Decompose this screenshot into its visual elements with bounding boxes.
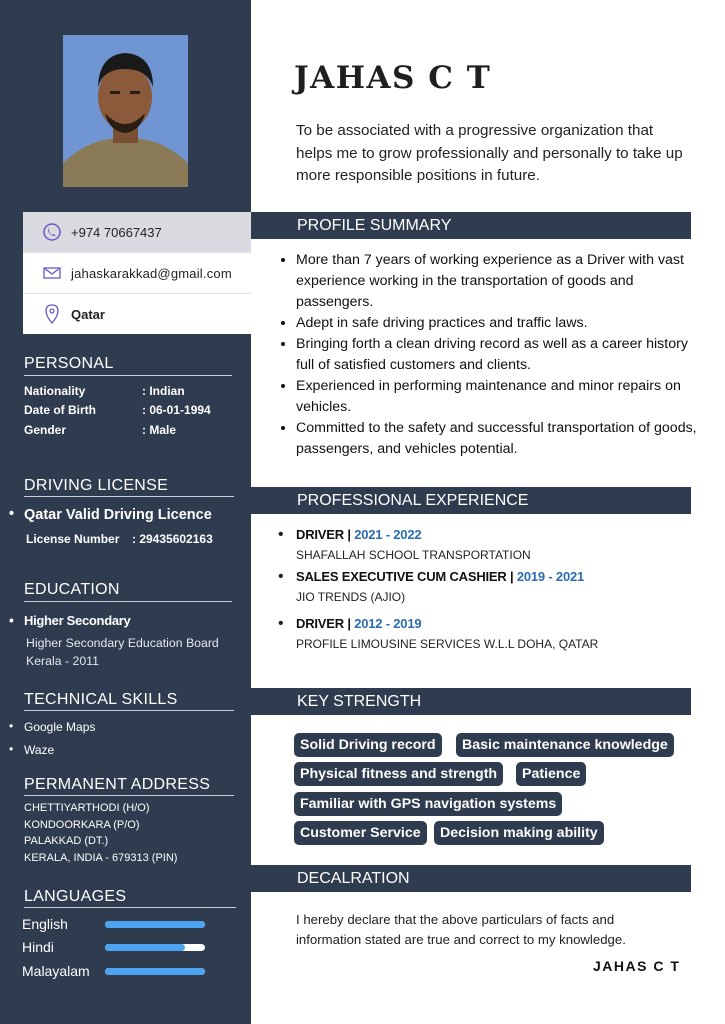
personal-heading: PERSONAL <box>24 355 114 372</box>
address-heading: PERMANENT ADDRESS <box>24 776 211 793</box>
experience-heading: PROFESSIONAL EXPERIENCE <box>251 487 691 514</box>
summary-item: • More than 7 years of working experience as a Driver with vast experience working in the transportation of goods and passengers. <box>296 250 706 313</box>
dob-value: : 06-01-1994 <box>142 403 211 417</box>
skills-heading: TECHNICAL SKILLS <box>24 691 178 708</box>
career-objective: To be associated with a progressive organization that helps me to grow professionally and personally to take up more responsible positions in future. <box>296 122 683 184</box>
language-hindi-bar <box>105 944 205 951</box>
contact-location <box>23 294 251 334</box>
contact-phone <box>23 212 251 253</box>
licence-number-value: : 29435602163 <box>132 532 213 546</box>
gender-value: : Male <box>142 423 177 437</box>
language-malayalam: Malayalam <box>22 963 90 979</box>
summary-item: • Adept in safe driving practices and traffic laws. <box>296 313 706 334</box>
education-board: Higher Secondary Education Board <box>26 636 219 650</box>
mail-icon <box>41 262 63 284</box>
summary-item: • Experienced in performing maintenance and minor repairs on vehicles. <box>296 376 706 418</box>
experience-bullet: • <box>278 526 284 543</box>
address-line: CHETTIYARTHODI (H/O) <box>24 802 150 814</box>
experience-title <box>296 527 421 542</box>
strength-tag: Basic maintenance knowledge <box>456 733 674 757</box>
strength-tag: Decision making ability <box>434 821 604 845</box>
contact-box <box>23 212 251 334</box>
education-degree: Higher Secondary <box>24 613 131 628</box>
signature-name: JAHAS C T <box>593 958 681 974</box>
experience-role: DRIVER | <box>296 616 355 631</box>
experience-years: 2021 - 2022 <box>354 527 422 542</box>
phone-icon <box>41 221 63 243</box>
nationality-label: Nationality <box>24 384 86 398</box>
profile-summary-heading: PROFILE SUMMARY <box>251 212 691 239</box>
strength-tag: Familiar with GPS navigation systems <box>294 792 562 816</box>
experience-title <box>296 616 421 631</box>
language-english-bar <box>105 921 205 928</box>
language-english: English <box>22 916 68 932</box>
declaration-heading: DECALRATION <box>251 865 691 892</box>
language-hindi-fill <box>105 944 185 951</box>
address-line: KERALA, INDIA - 679313 (PIN) <box>24 852 178 864</box>
key-strength-heading: KEY STRENGTH <box>251 688 691 715</box>
experience-years: 2019 - 2021 <box>516 569 585 584</box>
education-place-year: Kerala - 2011 <box>26 654 99 668</box>
skill-item: Waze <box>24 743 55 757</box>
experience-bullet: • <box>278 615 284 632</box>
licence-type: Qatar Valid Driving Licence <box>24 507 212 523</box>
strength-tag: Customer Service <box>294 821 427 845</box>
profile-photo <box>63 35 188 187</box>
skills-divider <box>24 710 234 711</box>
driving-bullet: • <box>9 506 15 522</box>
strength-tag: Patience <box>516 762 586 786</box>
phone-number[interactable]: +974 70667437 <box>71 224 162 240</box>
strength-tag: Physical fitness and strength <box>294 762 503 786</box>
languages-heading: LANGUAGES <box>24 888 127 905</box>
language-english-fill <box>105 921 205 928</box>
skill-bullet-1: • <box>9 719 14 733</box>
address-line: KONDOORKARA (P/O) <box>24 819 140 831</box>
candidate-name: JAHAS C T <box>294 60 492 96</box>
address-divider <box>24 795 234 796</box>
languages-divider <box>24 907 236 908</box>
experience-role: SALES EXECUTIVE CUM CASHIER | <box>296 569 517 584</box>
nationality-value: : Indian <box>142 384 185 398</box>
education-heading: EDUCATION <box>24 581 120 598</box>
education-bullet: • <box>9 612 14 628</box>
skill-bullet-2: • <box>9 742 14 756</box>
language-malayalam-bar <box>105 968 205 975</box>
declaration-text: I hereby declare that the above particulars of facts and information stated are true and correct to my knowledge. <box>296 912 626 947</box>
address-line: PALAKKAD (DT.) <box>24 835 109 847</box>
summary-item: • Bringing forth a clean driving record as well as a career history full of satisfied customers and clients. <box>296 334 706 376</box>
experience-years: 2012 - 2019 <box>354 616 422 631</box>
summary-item: • Committed to the safety and successful transportation of goods, passengers, and vehicles potential. <box>296 418 706 460</box>
education-divider <box>24 601 232 602</box>
skill-item: Google Maps <box>24 720 96 734</box>
experience-role: DRIVER | <box>296 527 355 542</box>
experience-bullet: • <box>278 568 284 585</box>
sidebar <box>0 0 251 1024</box>
driving-heading: DRIVING LICENSE <box>24 477 169 494</box>
profile-summary-list <box>278 250 706 460</box>
experience-company: PROFILE LIMOUSINE SERVICES W.L.L DOHA, QATAR <box>296 637 599 651</box>
location-pin-icon <box>41 303 63 325</box>
licence-number-label: License Number <box>26 532 120 546</box>
language-malayalam-fill <box>105 968 205 975</box>
contact-email <box>23 253 251 294</box>
experience-title <box>296 569 584 584</box>
location-text: Qatar <box>71 306 105 322</box>
personal-divider <box>24 375 232 376</box>
strength-tag: Solid Driving record <box>294 733 442 757</box>
experience-company: JIO TRENDS (AJIO) <box>296 590 406 604</box>
language-hindi: Hindi <box>22 939 54 955</box>
dob-label: Date of Birth <box>24 403 96 417</box>
driving-divider <box>24 496 234 497</box>
experience-company: SHAFALLAH SCHOOL TRANSPORTATION <box>296 548 531 562</box>
email-address[interactable]: jahaskarakkad@gmail.com <box>71 265 232 281</box>
gender-label: Gender <box>24 423 67 437</box>
